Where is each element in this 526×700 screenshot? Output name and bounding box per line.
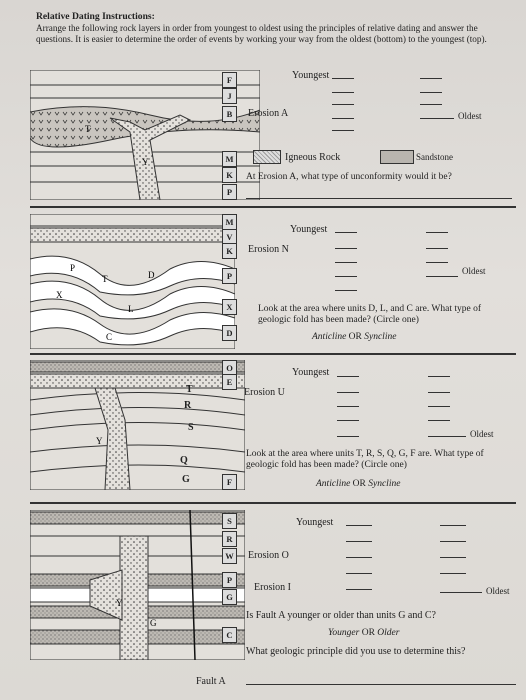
section1-erosion: Erosion A xyxy=(248,108,289,119)
section1-inner-label: Y xyxy=(142,157,149,167)
legend-igneous: Igneous Rock xyxy=(285,152,341,163)
section2-youngest: Youngest xyxy=(290,224,328,235)
section3-diagram xyxy=(30,360,245,490)
section3-layer-label: F xyxy=(222,474,237,490)
section3-inner-label: Y xyxy=(96,436,103,446)
section4-layer-label: P xyxy=(222,572,237,588)
section1-question: At Erosion A, what type of unconformity would it be? xyxy=(246,172,452,182)
choice-anticline[interactable]: Anticline xyxy=(312,332,347,342)
section4-layer-label: W xyxy=(222,548,237,564)
section2-layer-label: V xyxy=(222,229,237,245)
section1-inner-label: T xyxy=(85,124,91,134)
section3-layer-label: G xyxy=(182,474,190,485)
choice-anticline[interactable]: Anticline xyxy=(316,479,351,489)
section4-diagram xyxy=(30,510,245,660)
section4-oldest: Oldest xyxy=(486,586,510,596)
section3-layer-label: R xyxy=(184,400,192,411)
section3-oldest: Oldest xyxy=(470,429,494,439)
section2-layer-label: M xyxy=(222,214,237,230)
section2-layer-label: K xyxy=(222,243,237,259)
section1-layer-label: J xyxy=(222,88,237,104)
section4-layer-label: C xyxy=(222,627,237,643)
section2-layer-label: D xyxy=(222,325,237,341)
section2-erosion: Erosion N xyxy=(248,244,289,255)
section1-answer-line[interactable] xyxy=(246,198,512,199)
igneous-swatch xyxy=(253,150,281,164)
section2-inner-label: D xyxy=(148,270,155,280)
section4-youngest: Youngest xyxy=(296,517,334,528)
section1-layer-label: P xyxy=(222,184,237,200)
section1-layer-label: K xyxy=(222,167,237,183)
section1-oldest: Oldest xyxy=(458,111,482,121)
section4-inner-label: Y xyxy=(116,598,123,608)
choice-older[interactable]: Older xyxy=(377,628,400,638)
instructions-text: Arrange the following rock layers in order from youngest to oldest using the principles of relative dating and answer the questions. It is easier to determine the order of events by working your way from the oldest (bottom) to the youngest (top). xyxy=(36,22,487,44)
section4-erosion-1: Erosion O xyxy=(248,550,289,561)
section3-layer-label: T xyxy=(186,384,193,395)
instructions-title: Relative Dating Instructions: xyxy=(36,11,155,22)
instructions-block xyxy=(36,11,496,44)
section4-layer-label: G xyxy=(222,589,237,605)
section2-question: Look at the area where units D, L, and C are. What type of geologic fold has been made? (Circle one) xyxy=(258,304,481,325)
choice-syncline[interactable]: Syncline xyxy=(368,479,401,489)
section2-inner-label: X xyxy=(56,290,63,300)
section2-inner-label: L xyxy=(128,304,134,314)
choice-syncline[interactable]: Syncline xyxy=(364,332,397,342)
section4-question: Is Fault A younger or older than units G and C? xyxy=(246,610,436,621)
section2-inner-label: P xyxy=(70,263,76,273)
section4-inner-label: G xyxy=(150,618,157,628)
section3-youngest: Youngest xyxy=(292,367,330,378)
choice-younger[interactable]: Younger xyxy=(328,628,360,638)
section4-erosion-2: Erosion I xyxy=(254,582,291,593)
section2-inner-label: C xyxy=(106,332,113,342)
section2-layer-label: X xyxy=(222,299,237,315)
section3-layer-label: Q xyxy=(180,455,188,466)
section1-layer-label: B xyxy=(222,106,237,122)
section4-question-2: What geologic principle did you use to determine this? xyxy=(246,646,466,657)
section3-layer-label: E xyxy=(222,374,237,390)
legend-sandstone: Sandstone xyxy=(416,152,453,162)
section1-layer-label: M xyxy=(222,151,237,167)
section3-erosion: Erosion U xyxy=(244,387,285,398)
section2-oldest: Oldest xyxy=(462,266,486,276)
section3-layer-label: O xyxy=(222,360,237,376)
section3-choices: Anticline OR Syncline xyxy=(316,479,401,489)
section2-choices: Anticline OR Syncline xyxy=(312,332,397,342)
section1-youngest: Youngest xyxy=(292,70,330,81)
fault-label: Fault A xyxy=(196,676,226,687)
section4-answer-line[interactable] xyxy=(246,684,516,685)
section1-layer-label: F xyxy=(222,72,237,88)
section2-inner-label: T xyxy=(102,274,108,284)
section2-layer-label: P xyxy=(222,268,237,284)
section2-diagram xyxy=(30,214,235,349)
section3-question: Look at the area where units T, R, S, Q, G, F are. What type of geologic fold has been made? (Circle one) xyxy=(246,449,484,470)
sandstone-swatch xyxy=(380,150,414,164)
section4-layer-label: R xyxy=(222,531,237,547)
section4-choices: Younger OR Older xyxy=(328,628,400,638)
section4-layer-label: S xyxy=(222,513,237,529)
section3-layer-label: S xyxy=(188,422,194,433)
